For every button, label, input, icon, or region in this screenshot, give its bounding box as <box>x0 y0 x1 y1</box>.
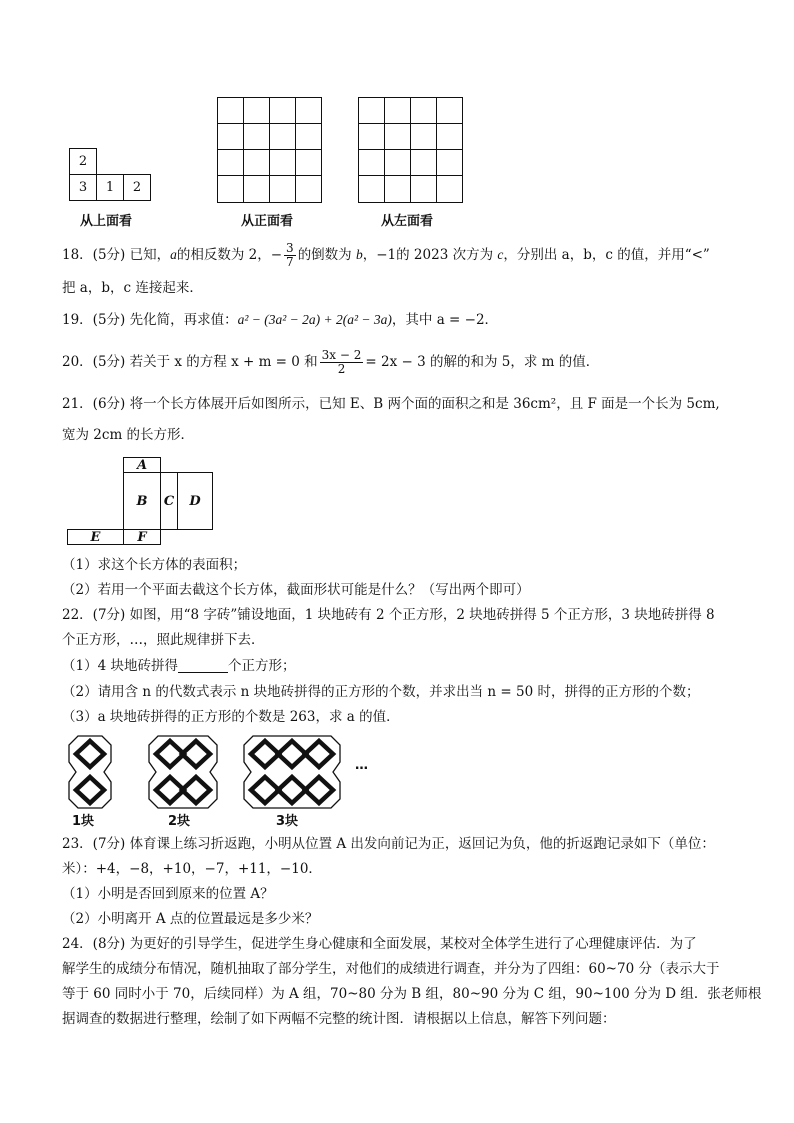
q22-line2: 个正方形，…，照此规律拼下去． <box>62 632 265 648</box>
q20-line <box>62 349 599 376</box>
front-view-grid <box>217 97 322 203</box>
q18-line1 <box>62 242 710 269</box>
answer-blank <box>178 658 228 673</box>
net-face-f: F <box>123 529 161 545</box>
q20-frac-num: 3x − 2 <box>321 348 362 362</box>
net-face-b: B <box>123 472 161 530</box>
q18-t1: 的相反数为 2，− <box>176 247 283 263</box>
top-view-cell: 2 <box>123 174 151 201</box>
tile-figure-3 <box>243 735 341 809</box>
top-view-cell: 3 <box>69 174 97 201</box>
q22-sub3: （3）a 块地砖拼得的正方形的个数是 263，求 a 的值． <box>62 709 400 725</box>
q21-line1: 21．(6分) 将一个长方体展开后如图所示，已知 E、B 两个面的面积之和是 36cm²，且 F 面是一个长为 5cm, <box>62 396 720 412</box>
ellipsis: … <box>355 758 368 773</box>
q24-line2: 解学生的成绩分布情况，随机抽取了部分学生，对他们的成绩进行调查，并分为了四组：60~70 分（表示大于 <box>62 961 720 977</box>
net-face-c: C <box>160 472 178 530</box>
q23-line2: 米）：+4，−8，+10，−7，+11，−10． <box>62 861 322 877</box>
left-view-label: 从左面看 <box>381 214 434 229</box>
q22-sub1-post: 个正方形； <box>227 658 296 674</box>
q18-t4: ，分别出 a，b，c 的值，并用“<” <box>503 247 710 263</box>
q18-var-c: c <box>497 247 504 262</box>
q19-expression: a² − (3a² − 2a) + 2(a² − 3a) <box>237 312 392 327</box>
tile-label-3: 3块 <box>276 814 299 829</box>
net-face-d: D <box>177 472 213 530</box>
q18-frac-den: 7 <box>286 255 294 269</box>
q18-frac-num: 3 <box>286 241 294 255</box>
q18-var-b: b <box>355 247 363 262</box>
top-view-cell: 1 <box>96 174 124 201</box>
q22-sub2: （2）请用含 n 的代数式表示 n 块地砖拼得的正方形的个数，并求出当 n = 50 时，拼得的正方形的个数； <box>62 684 700 700</box>
tile-label-1: 1块 <box>72 814 95 829</box>
q19-post: ，其中 a = −2． <box>391 312 499 328</box>
q22-line1: 22．(7分) 如图，用“8 字砖”铺设地面，1 块地砖有 2 个正方形，2 块地砖拼得 5 个正方形，3 块地砖拼得 8 <box>62 607 715 623</box>
q24-line4: 据调查的数据进行整理，绘制了如下两幅不完整的统计图．请根据以上信息，解答下列问题： <box>62 1011 616 1027</box>
tile-figure-1 <box>68 735 112 809</box>
net-face-e: E <box>67 529 124 545</box>
q24-line3: 等于 60 同时小于 70，后续同样）为 A 组，70~80 分为 B 组，80~90 分为 C 组，90~100 分为 D 组．张老师根 <box>62 986 762 1002</box>
q18-fraction <box>284 242 296 269</box>
q22-sub1 <box>62 656 295 676</box>
q21-sub1: （1）求这个长方体的表面积； <box>62 557 247 573</box>
q20-fraction <box>320 349 364 376</box>
q22-sub1-pre: （1）4 块地砖拼得 <box>62 658 178 674</box>
top-view-cell: 2 <box>69 148 97 175</box>
tile-label-2: 2块 <box>168 814 191 829</box>
q19-pre: 19．(5分) 先化简，再求值： <box>62 312 238 328</box>
q23-sub2: （2）小明离开 A 点的位置最远是多少米？ <box>62 911 319 927</box>
q18-var-a: a <box>170 247 177 262</box>
q19-line <box>62 310 498 330</box>
q20-post: = 2x − 3 的解的和为 5，求 m 的值． <box>365 354 600 370</box>
q24-line1: 24．(8分) 为更好的引导学生，促进学生身心健康和全面发展，某校对全体学生进行了心理健康评估．为了 <box>62 936 697 952</box>
q23-sub1: （1）小明是否回到原来的位置 A？ <box>62 886 274 902</box>
tile-figure-2 <box>148 735 218 809</box>
q18-t2: 的倒数为 <box>297 247 352 263</box>
net-face-a: A <box>123 457 161 473</box>
q18-t3: ，−1的 2023 次方为 <box>362 247 494 263</box>
q21-line2: 宽为 2cm 的长方形． <box>62 427 195 443</box>
q20-pre: 20．(5分) 若关于 x 的方程 x + m = 0 和 <box>62 354 318 370</box>
front-view-label: 从正面看 <box>241 214 294 229</box>
left-view-grid <box>358 97 463 203</box>
q18-pre: 18．(5分) 已知， <box>62 247 171 263</box>
q21-sub2: （2）若用一个平面去截这个长方体，截面形状可能是什么？（写出两个即可） <box>62 582 530 598</box>
q20-frac-den: 2 <box>337 362 346 376</box>
top-view-label: 从上面看 <box>80 214 133 229</box>
q18-line2: 把 a，b，c 连接起来． <box>62 280 203 296</box>
q23-line1: 23．(7分) 体育课上练习折返跑，小明从位置 A 出发向前记为正，返回记为负，他的折返跑记录如下（单位： <box>62 836 715 852</box>
